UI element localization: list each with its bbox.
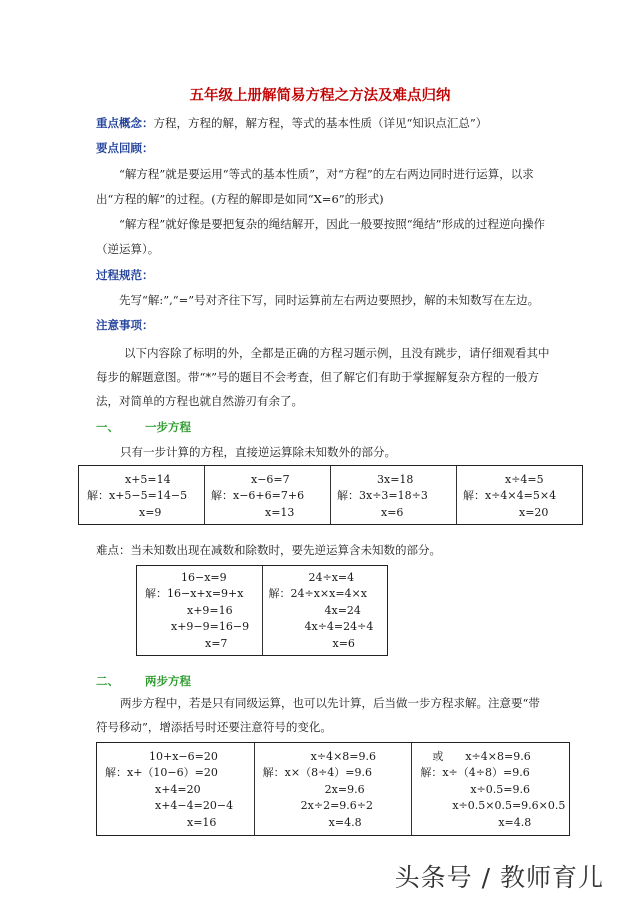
- equation-line: x÷4×8=9.6: [310, 750, 377, 763]
- one-step-cell: [331, 466, 457, 524]
- concepts-label: 重点概念：: [96, 116, 154, 130]
- equation-line: x+9=16: [187, 604, 233, 617]
- difficulty-note: 难点：当未知数出现在减数和除数时，要先逆运算含未知数的部分。: [96, 543, 441, 557]
- equation-line: x÷0.5=9.6: [470, 783, 530, 796]
- one-step-table: [78, 465, 583, 525]
- equation-line: x+4=20: [155, 783, 201, 796]
- section1-label: 一步方程: [145, 420, 191, 434]
- equation-line: 16−x=9: [181, 571, 227, 584]
- equation-line: 或 x÷4×8=9.6: [432, 750, 531, 763]
- difficulty-table: [136, 565, 388, 656]
- equation-line: 解：24÷x×x=4×x: [268, 587, 367, 600]
- equation-line: 2x=9.6: [324, 783, 365, 796]
- equation-line: x=4.8: [328, 816, 362, 829]
- equation-line: 3x=18: [377, 473, 414, 486]
- difficulty-cell: [137, 566, 263, 655]
- two-step-cell: [97, 743, 255, 835]
- section1-num: 一、: [96, 420, 119, 434]
- equation-line: x÷0.5×0.5=9.6×0.5: [452, 799, 566, 812]
- equation-line: x+5=14: [125, 473, 171, 486]
- equation-line: 解：x−6+6=7+6: [211, 489, 305, 502]
- two-step-cell: [412, 743, 569, 835]
- review-para1: “解方程”就是要运用“等式的基本性质”，对“方程”的左右两边同时进行运算，以求出“方程的解”的过程。(方程的解即是如同“X=6”的形式): [96, 167, 534, 206]
- difficulty-cell: [263, 566, 388, 655]
- equation-line: x=16: [187, 816, 217, 829]
- section2-intro: 两步方程中，若是只有同级运算，也可以先计算，后当做一步方程求解。注意要“带符号移动”，增添括号时还要注意符号的变化。: [96, 696, 540, 734]
- equation-line: 10+x−6=20: [149, 750, 218, 763]
- two-step-cell: [255, 743, 413, 835]
- equation-line: x+9−9=16−9: [171, 620, 250, 633]
- equation-line: 24÷x=4: [308, 571, 355, 584]
- section2-num: 二、: [96, 674, 119, 688]
- equation-line: x÷4=5: [505, 473, 544, 486]
- equation-line: x=6: [381, 506, 404, 519]
- section2-label: 两步方程: [145, 674, 191, 688]
- equation-line: 解：x×（8÷4）=9.6: [262, 766, 373, 779]
- notes-text: 以下内容除了标明的外，全都是正确的方程习题示例，且没有跳步，请仔细观看其中每步的解题意图。带“*”号的题目不会考查，但了解它们有助于掌握解复杂方程的一般方法，对简单的方程也就自然游刃有余了。: [96, 346, 550, 408]
- concepts-text: 方程，方程的解，解方程，等式的基本性质（详见“知识点汇总”）: [153, 116, 488, 130]
- section1-intro: 只有一步计算的方程，直接逆运算除未知数外的部分。: [120, 445, 396, 459]
- equation-line: 解：3x÷3=18÷3: [337, 489, 428, 502]
- equation-line: 4x=24: [324, 604, 361, 617]
- equation-line: 解：x+（10−6）=20: [105, 766, 218, 779]
- equation-line: x+4−4=20−4: [155, 799, 234, 812]
- review-para2: “解方程”就好像是要把复杂的绳结解开，因此一般要按照“绳结”形成的过程逆向操作（逆运算）。: [96, 217, 546, 256]
- equation-line: 解：16−x+x=9+x: [145, 587, 244, 600]
- equation-line: 2x÷2=9.6÷2: [300, 799, 374, 812]
- page-title: 五年级上册解简易方程之方法及难点归纳: [189, 88, 451, 104]
- two-step-table: [96, 742, 570, 836]
- equation-line: 解：x÷4×4=5×4: [463, 489, 557, 502]
- one-step-cell: [205, 466, 331, 524]
- equation-line: 解：x÷（4÷8）=9.6: [420, 766, 530, 779]
- one-step-cell: [79, 466, 205, 524]
- watermark: 头条号 / 教师育儿: [394, 863, 604, 892]
- equation-line: 解：x+5−5=14−5: [87, 489, 188, 502]
- equation-line: x=13: [265, 506, 295, 519]
- equation-line: x=9: [139, 506, 162, 519]
- equation-line: 4x÷4=24÷4: [304, 620, 374, 633]
- concepts-row: [96, 114, 487, 132]
- equation-line: x=7: [205, 637, 228, 650]
- norm-text: 先写“解:”,“=”号对齐往下写，同时运算前左右两边要照抄，解的未知数写在左边。: [119, 293, 540, 307]
- review-label: 要点回顾：: [96, 141, 154, 155]
- notes-label: 注意事项：: [96, 318, 154, 332]
- equation-line: x=20: [519, 506, 549, 519]
- equation-line: x=6: [332, 637, 355, 650]
- equation-line: x−6=7: [251, 473, 290, 486]
- norm-label: 过程规范：: [96, 268, 154, 282]
- equation-line: x=4.8: [498, 816, 532, 829]
- one-step-cell: [457, 466, 582, 524]
